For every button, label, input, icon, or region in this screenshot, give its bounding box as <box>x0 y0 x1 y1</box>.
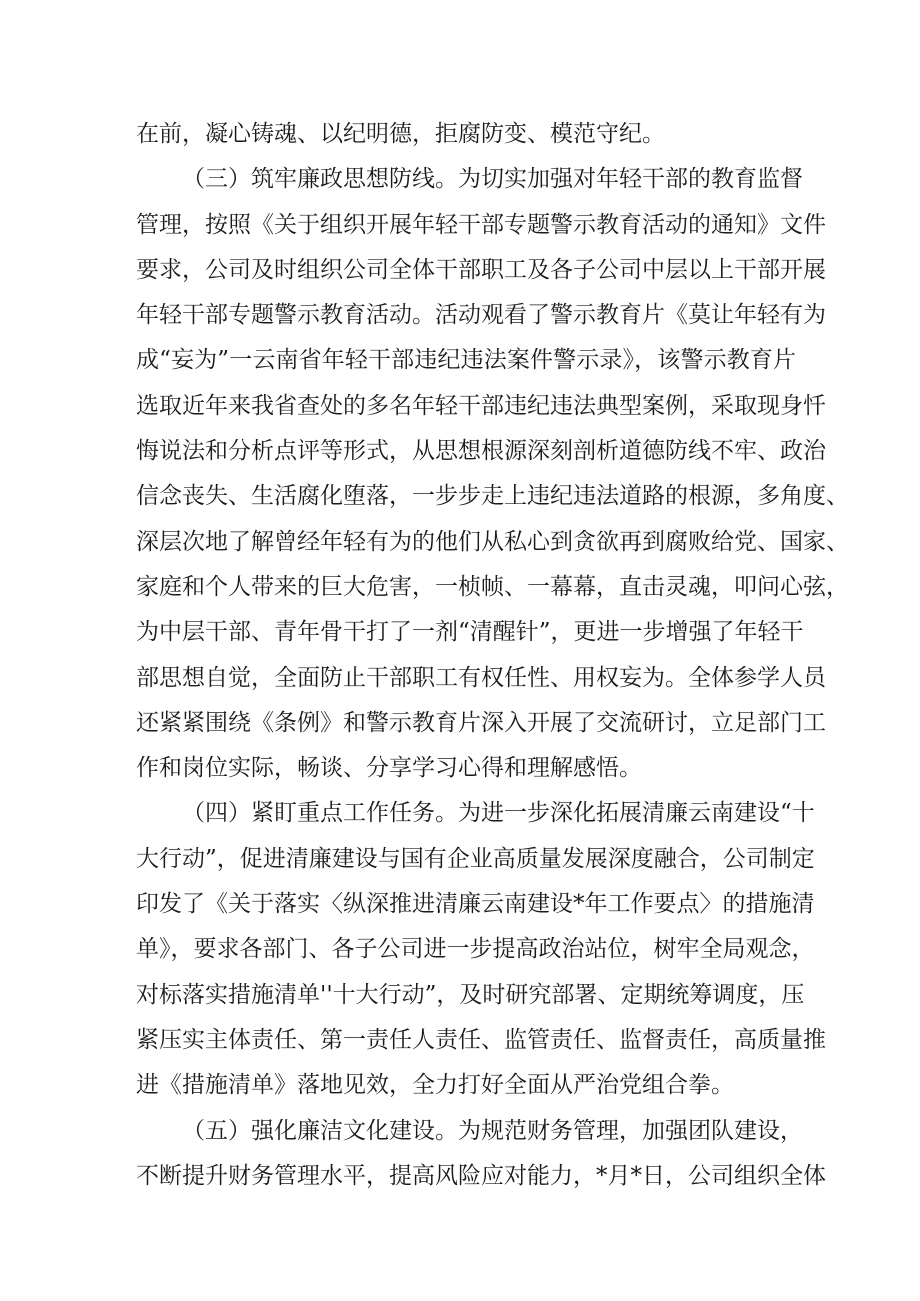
paragraph-section-5 <box>136 1109 826 1200</box>
text-line: 进《措施清单》落地见效，全力打好全面从严治党组合拳。 <box>136 1072 734 1099</box>
paragraph-continuation <box>136 112 796 157</box>
text-line: 信念丧失、生活腐化堕落，一步步走上违纪违法道路的根源，多角度、 <box>136 483 849 510</box>
text-line: 还紧紧围绕《条例》和警示教育片深入开展了交流研讨，立足部门工 <box>136 709 826 736</box>
text-line: 作和岗位实际，畅谈、分享学习心得和理解感悟。 <box>136 755 642 782</box>
text-line: 要求，公司及时组织公司全体干部职工及各子公司中层以上干部开展 <box>136 256 826 283</box>
text-line: 选取近年来我省查处的多名年轻干部违纪违法典型案例，采取现身忏 <box>136 392 826 419</box>
paragraph-first-line: （三）筑牢廉政思想防线。为切实加强对年轻干部的教育监督 <box>182 166 803 193</box>
text-line: 管理，按照《关于组织开展年轻干部专题警示教育活动的通知》文件 <box>136 211 826 238</box>
paragraph-first-line: （五）强化廉洁文化建设。为规范财务管理，加强团队建设， <box>182 1117 803 1144</box>
text-line: 大行动”，促进清廉建设与国有企业高质量发展深度融合，公司制定 <box>136 845 815 872</box>
text-line: 家庭和个人带来的巨大危害，一桢帧、一幕幕，直击灵魂，叩问心弦， <box>136 573 849 600</box>
text-line: 单》，要求各部门、各子公司进一步提高政治站位，树牢全局观念， <box>136 936 815 963</box>
text-line: 印发了《关于落实〈纵深推进清廉云南建设*年工作要点〉的措施清 <box>136 891 815 918</box>
paragraph-first-line: （四）紧盯重点工作任务。为进一步深化拓展清廉云南建设“十 <box>182 800 815 827</box>
text-line: 部思想自觉，全面防止干部职工有权任性、用权妄为。全体参学人员 <box>136 664 826 691</box>
text-line: 在前，凝心铸魂、以纪明德，拒腐防变、模范守纪。 <box>136 121 665 147</box>
text-line: 为中层干部、青年骨干打了一剂“清醒针”，更进一步增强了年轻干 <box>136 619 804 646</box>
text-line: 紧压实主体责任、第一责任人责任、监管责任、监督责任，高质量推 <box>136 1026 826 1053</box>
paragraph-section-4 <box>136 791 826 1108</box>
paragraph-section-3 <box>136 157 849 791</box>
text-line: 年轻干部专题警示教育活动。活动观看了警示教育片《莫让年轻有为 <box>136 302 826 329</box>
text-line: 不断提升财务管理水平，提高风险应对能力，*月*日，公司组织全体 <box>136 1162 826 1189</box>
text-line: 深层次地了解曾经年轻有为的他们从私心到贪欲再到腐败给党、国家、 <box>136 528 849 555</box>
text-line: 对标落实措施清单''十大行动”，及时研究部署、定期统筹调度，压 <box>136 981 805 1008</box>
text-line: 悔说法和分析点评等形式，从思想根源深刻剖析道德防线不牢、政治 <box>136 438 826 465</box>
text-line: 成“妄为”一云南省年轻干部违纪违法案件警示录》，该警示教育片 <box>136 347 796 374</box>
document-body <box>136 112 849 1199</box>
